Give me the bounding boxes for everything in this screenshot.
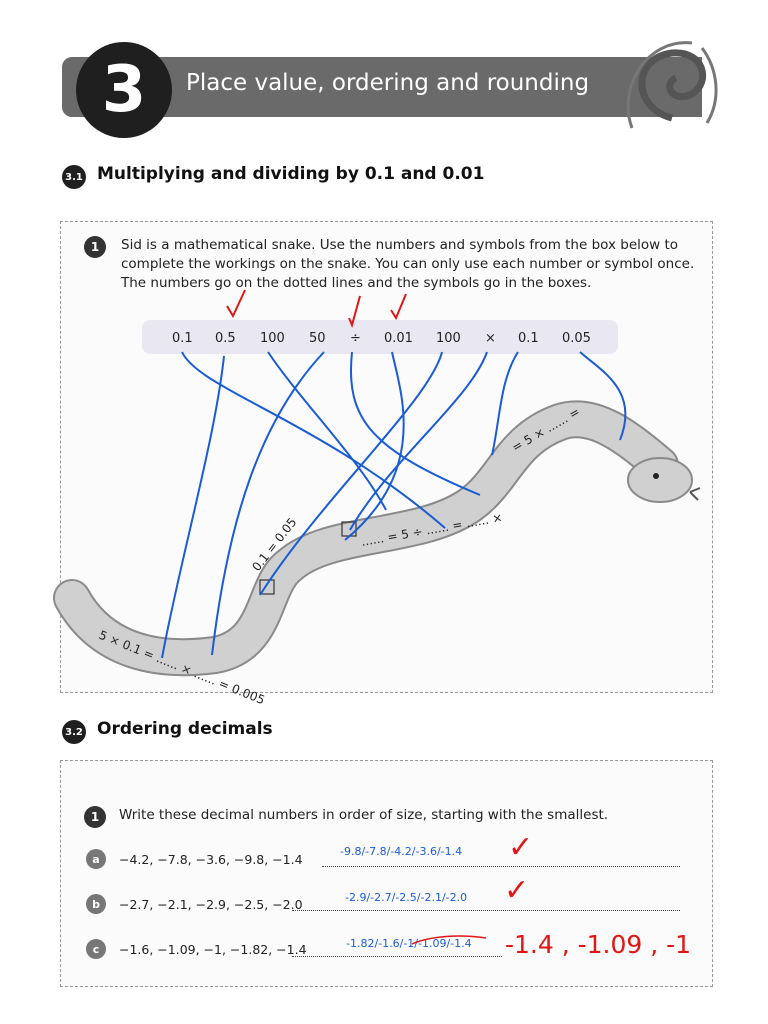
token: 0.1 — [172, 331, 193, 346]
check-mark: ✓ — [508, 830, 534, 865]
token: 100 — [436, 331, 461, 346]
part-label: a — [86, 849, 106, 869]
snake-label: ...... = 5 ÷ ...... = ...... × — [360, 510, 504, 549]
question-number: 1 — [84, 806, 106, 828]
token: 100 — [260, 331, 285, 346]
question-text: Write these decimal numbers in order of size, starting with the smallest. — [119, 807, 609, 823]
snake-eye — [653, 473, 659, 479]
section-badge: 3.1 — [62, 165, 86, 189]
check-marks — [227, 290, 406, 325]
section-badge: 3.2 — [62, 720, 86, 744]
answer-line — [292, 910, 680, 911]
part-label: c — [86, 939, 106, 959]
question-number: 1 — [84, 236, 106, 258]
section-title: Ordering decimals — [97, 719, 273, 739]
token: ÷ — [350, 331, 361, 346]
check-mark: ✓ — [504, 873, 530, 908]
typed-answer: -1.82/-1.6/-1/-1.09/-1.4 — [346, 937, 472, 950]
handwritten-correction: -1.4 , -1.09 , -1 — [505, 930, 692, 959]
token: × — [485, 331, 496, 346]
token: 50 — [309, 331, 326, 346]
part-numbers: −4.2, −7.8, −3.6, −9.8, −1.4 — [119, 852, 303, 867]
strike-through — [410, 930, 490, 950]
snake-label: 5 × 0.1 = ...... × ...... = 0.005 — [96, 627, 267, 708]
answer-line — [292, 956, 502, 957]
snake-label: = 5 × ...... = — [509, 404, 583, 455]
token: 0.1 — [518, 331, 539, 346]
section-title: Multiplying and dividing by 0.1 and 0.01 — [97, 164, 485, 184]
chapter-number: 3 — [76, 42, 172, 138]
token: 0.5 — [215, 331, 236, 346]
part-numbers: −2.7, −2.1, −2.9, −2.5, −2.0 — [119, 897, 303, 912]
typed-answer: -9.8/-7.8/-4.2/-3.6/-1.4 — [340, 845, 463, 858]
part-label: b — [86, 894, 106, 914]
snake-label: 0.1 = 0.05 — [249, 515, 300, 574]
answer-line — [322, 866, 680, 867]
snake-tongue — [690, 488, 700, 500]
question-text: Sid is a mathematical snake. Use the numbers and symbols from the box below to complete the workings on the snake. You can only use each number or symbol once. The numbers go on the dotted lines and the symbols go in the boxes. — [121, 237, 695, 291]
chapter-title: Place value, ordering and rounding — [186, 70, 590, 96]
typed-answer: -2.9/-2.7/-2.5/-2.1/-2.0 — [345, 891, 468, 904]
part-numbers: −1.6, −1.09, −1, −1.82, −1.4 — [119, 942, 307, 957]
token: 0.05 — [562, 331, 591, 346]
token: 0.01 — [384, 331, 413, 346]
connector-lines — [162, 352, 625, 658]
snake-head — [628, 458, 692, 502]
